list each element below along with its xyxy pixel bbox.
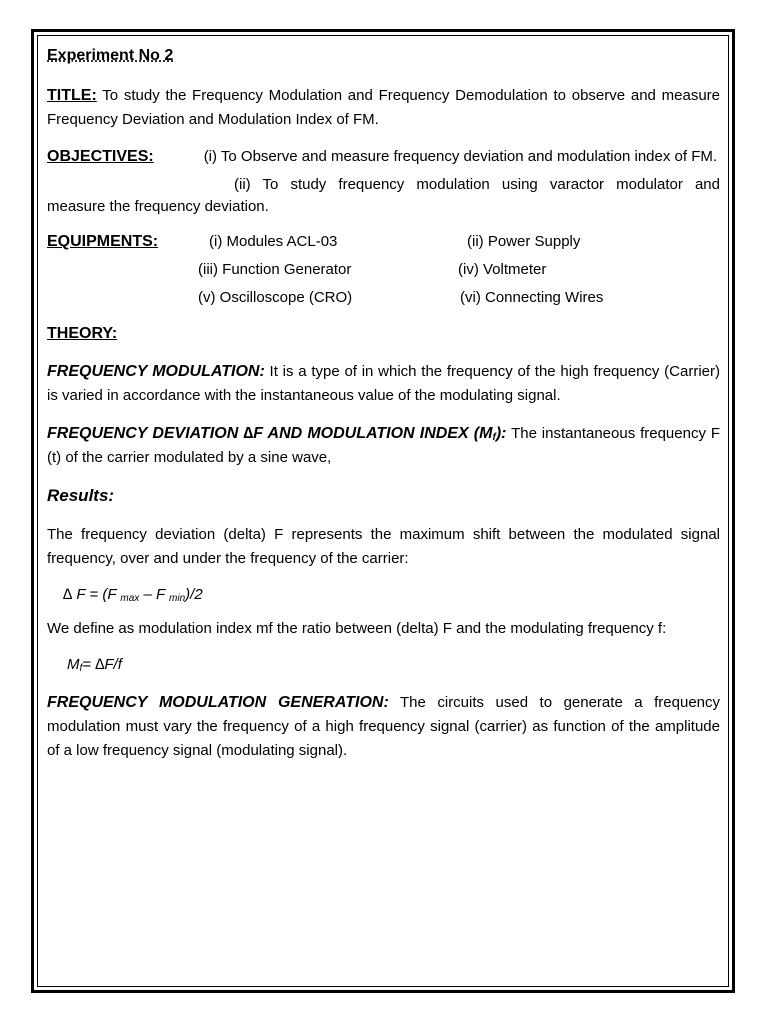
deviation-subscript: f [492,432,496,443]
objective-item-1: (i) To Observe and measure frequency deviation and modulation index of FM. [203,148,718,165]
deviation-definition-paragraph [47,523,720,571]
generation-label: FREQUENCY MODULATION GENERATION: [47,694,389,711]
results-label: Results: [47,486,115,505]
equipments-row-3 [47,286,720,314]
fm-label: FREQUENCY MODULATION: [47,363,265,380]
formula2-sub-f: f [79,663,83,674]
equipment-item: (v) Oscilloscope (CRO) [198,289,353,306]
deviation-label-a: FREQUENCY DEVIATION [47,425,244,442]
modulation-index-text: We define as modulation index mf the ratio between (delta) F and the modulating frequency f: [47,620,667,637]
theory-label: THEORY: [47,325,118,342]
formula2-part-a: M [67,656,80,673]
formula1-sub-max: max [120,593,140,604]
deviation-text: The instantaneous frequency F (t) of the carrier modulated by a sine wave, [47,425,720,466]
equipment-item: (ii) Power Supply [467,233,581,250]
experiment-heading-line [47,44,720,68]
objective-2-line-a [47,174,720,196]
equipment-item: (i) Modules ACL-03 [209,233,338,250]
formula2-part-b: = ∆F/f [82,656,122,673]
equipment-item: (iii) Function Generator [198,261,352,278]
equipments-section [47,230,720,314]
deviation-label [47,425,506,442]
formula-mf [47,653,720,677]
formula1-part-a: ∆ F = (F [63,586,121,603]
equipments-row-2 [47,258,720,286]
title-paragraph [47,84,720,132]
generation-text: The circuits used to generate a frequency modulation must vary the frequency of a high frequency signal (carrier) as function of the amplitude of a low frequency signal (modulating signal). [47,694,721,759]
deviation-definition-text: The frequency deviation (delta) F represents the maximum shift between the modulated signal frequency, over and under the frequency of the carrier: [47,526,720,567]
formula1-part-b: – F [139,586,170,603]
theory-heading-line [47,322,720,346]
title-label: TITLE: [47,87,97,104]
fm-text: It is a type of in which the frequency of the high frequency (Carrier) is varied in accordance with the instantaneous value of the modulating signal. [47,363,720,404]
equipment-item: (iv) Voltmeter [458,261,547,278]
objective-item-2b: measure the frequency deviation. [47,198,269,215]
deviation-label-c: ): [495,425,507,442]
deviation-label-b: F AND MODULATION INDEX (M [253,425,493,442]
equipments-label: EQUIPMENTS: [47,233,159,250]
equipment-item: (vi) Connecting Wires [460,289,604,306]
title-text: To study the Frequency Modulation and Frequency Demodulation to observe and measure Frequency Deviation and Modulation Index of FM. [47,87,720,128]
document-body [47,44,720,763]
equipments-row-1 [47,230,720,258]
delta-symbol: ∆ [243,425,254,442]
objective-item-2a: (ii) To study frequency modulation using varactor modulator and [234,176,720,193]
deviation-paragraph [47,422,720,470]
formula-delta-f [47,583,720,607]
objective-2-line-b [47,196,720,218]
experiment-heading: Experiment No 2 [47,47,174,64]
results-heading-line [47,484,720,509]
fm-paragraph [47,360,720,408]
generation-paragraph [47,691,720,763]
formula1-part-c: )/2 [185,586,203,603]
modulation-index-paragraph [47,617,720,641]
objectives-label: OBJECTIVES: [47,148,154,165]
formula1-sub-min: min [169,593,186,604]
objectives-paragraph [47,146,720,168]
